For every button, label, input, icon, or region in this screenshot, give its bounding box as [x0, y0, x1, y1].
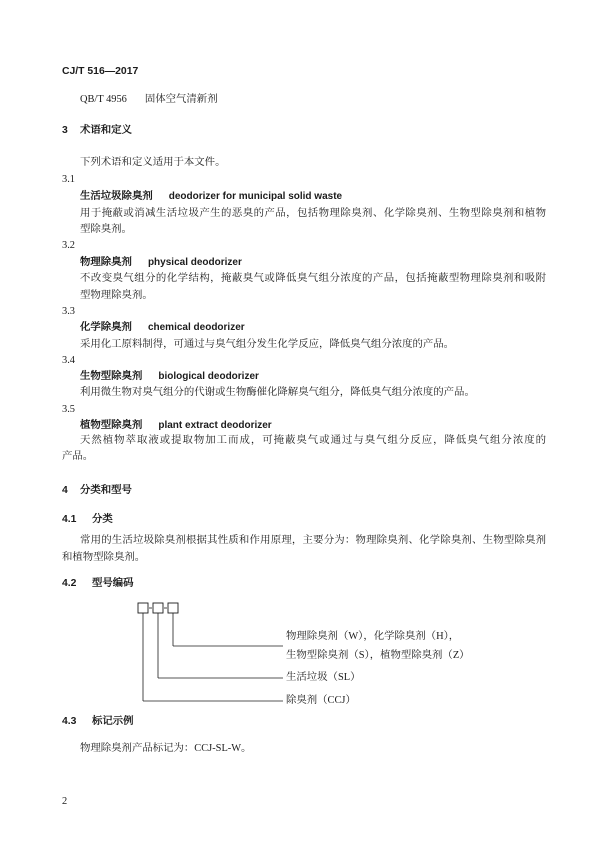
term-en: chemical deodorizer	[147, 322, 245, 333]
standard-code-header: CJ/T 516—2017	[62, 66, 139, 77]
term-number: 3.3	[62, 306, 75, 317]
definition-line: 采用化工原料制得，可通过与臭气组分发生化学反应，降低臭气组分浓度的产品。	[80, 339, 455, 350]
code-box-1	[138, 603, 148, 613]
term-en: biological deodorizer	[158, 371, 259, 382]
subsection-4-1-heading	[62, 513, 113, 527]
term-zh: 生物型除臭剂	[80, 371, 143, 382]
section-3-intro: 下列术语和定义适用于本文件。	[80, 157, 226, 168]
term-entry	[80, 256, 242, 270]
term-entry	[80, 370, 259, 384]
definition-line: 利用微生物对臭气组分的代谢或生物酶催化降解臭气组分，降低臭气组分浓度的产品。	[80, 387, 475, 398]
term-zh: 植物型除臭剂	[80, 420, 143, 431]
code-box-2	[153, 603, 163, 613]
term-entry	[80, 321, 245, 335]
term-number: 3.1	[62, 174, 75, 185]
diagram-label-type: 物理除臭剂（W），化学除臭剂（H），	[286, 631, 460, 642]
subsection-number: 4.2	[62, 578, 77, 589]
section-4-heading	[62, 484, 132, 498]
term-number: 3.2	[62, 240, 75, 251]
definition-line: 天然植物萃取液或提取物加工而成，可掩蔽臭气或通过与臭气组分反应，降低臭气组分浓度的	[80, 435, 546, 446]
subsection-title: 标记示例	[92, 716, 134, 727]
page-number: 2	[62, 796, 68, 807]
diagram-label-type: 生物型除臭剂（S），植物型除臭剂（Z）	[286, 650, 470, 661]
subsection-4-2-heading	[62, 577, 134, 591]
term-entry	[80, 419, 272, 433]
section-title: 分类和型号	[80, 485, 132, 496]
reference-code: QB/T 4956	[80, 94, 127, 105]
body-line: 常用的生活垃圾除臭剂根据其性质和作用原理，主要分为：物理除臭剂、化学除臭剂、生物型除臭剂	[80, 535, 546, 546]
reference-title: 固体空气清新剂	[144, 94, 218, 105]
subsection-number: 4.1	[62, 514, 77, 525]
section-title: 术语和定义	[80, 125, 132, 136]
term-number: 3.4	[62, 355, 75, 366]
diagram-label-waste: 生活垃圾（SL）	[286, 672, 361, 683]
definition-line: 型物理除臭剂。	[80, 290, 153, 301]
body-line: 和植物型除臭剂。	[62, 552, 146, 563]
code-box-3	[168, 603, 178, 613]
definition-line: 用于掩蔽或消减生活垃圾产生的恶臭的产品，包括物理除臭剂、化学除臭剂、生物型除臭剂和植物	[80, 208, 546, 219]
diagram-label-product: 除臭剂（CCJ）	[286, 695, 356, 706]
term-number: 3.5	[62, 404, 75, 415]
section-number: 3	[62, 125, 68, 136]
marking-example: 物理除臭剂产品标记为：CCJ-SL-W。	[80, 743, 252, 754]
term-zh: 物理除臭剂	[80, 257, 132, 268]
term-zh: 生活垃圾除臭剂	[80, 191, 153, 202]
section-number: 4	[62, 485, 68, 496]
term-en: deodorizer for municipal solid waste	[168, 191, 343, 202]
subsection-title: 分类	[92, 514, 113, 525]
section-3-heading	[62, 124, 132, 138]
definition-line: 产品。	[62, 451, 94, 462]
term-entry	[80, 190, 342, 204]
term-en: plant extract deodorizer	[158, 420, 272, 431]
model-code-diagram	[130, 595, 290, 710]
definition-line: 不改变臭气组分的化学结构，掩蔽臭气或降低臭气组分浓度的产品，包括掩蔽型物理除臭剂和吸附	[80, 273, 546, 284]
term-zh: 化学除臭剂	[80, 322, 132, 333]
subsection-4-3-heading	[62, 715, 134, 729]
normative-reference	[80, 93, 218, 107]
definition-line: 型除臭剂。	[80, 224, 132, 235]
subsection-number: 4.3	[62, 716, 77, 727]
subsection-title: 型号编码	[92, 578, 134, 589]
term-en: physical deodorizer	[147, 257, 242, 268]
